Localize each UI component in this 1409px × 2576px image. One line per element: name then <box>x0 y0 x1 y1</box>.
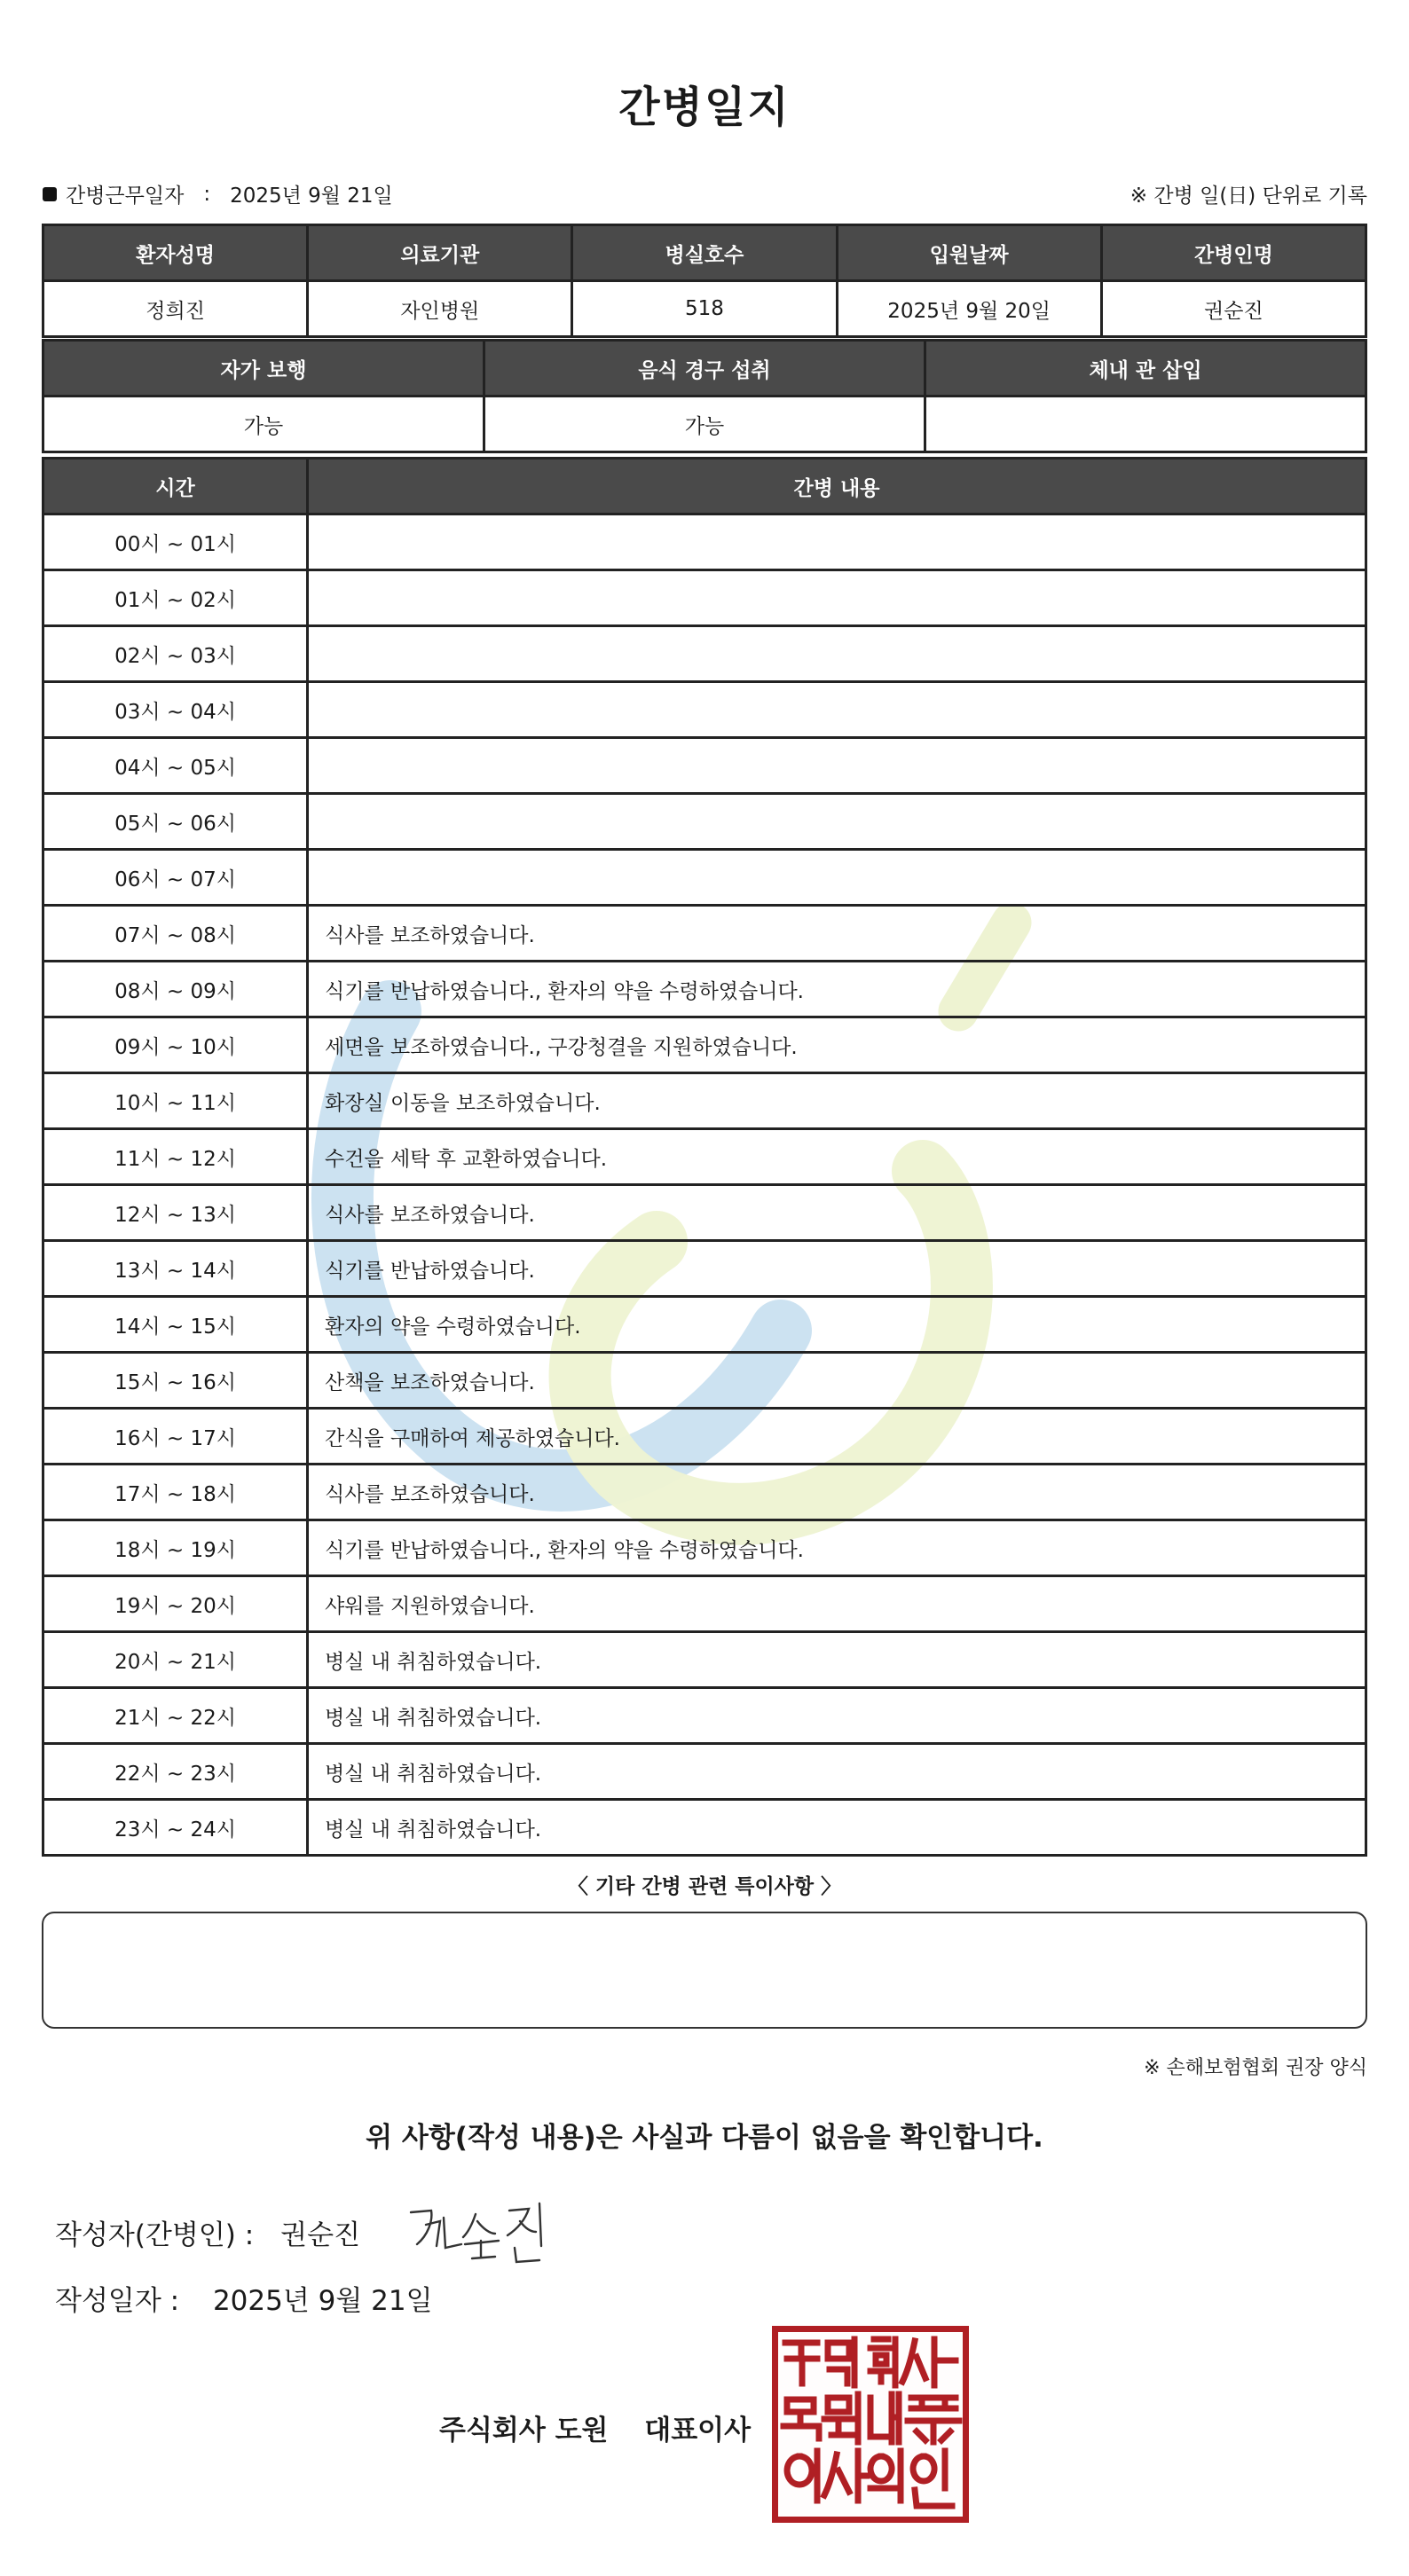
work-date-colon: : <box>203 182 211 206</box>
schedule-care-content: 샤워를 지원하였습니다. <box>308 1576 1366 1632</box>
hourly-care-table <box>42 457 1367 1857</box>
record-unit-note: ※ 간병 일(日) 단위로 기록 <box>1130 185 1367 208</box>
schedule-body <box>43 514 1366 1856</box>
schedule-row <box>43 682 1366 738</box>
schedule-time: 16시 ~ 17시 <box>43 1409 308 1465</box>
patient-name: 정희진 <box>43 281 308 337</box>
schedule-time: 19시 ~ 20시 <box>43 1576 308 1632</box>
header-time: 시간 <box>43 459 308 514</box>
schedule-care-content: 식기를 반납하였습니다., 환자의 약을 수령하였습니다. <box>308 962 1366 1017</box>
remarks-title: 〈 기타 간병 관련 특이사항 〉 <box>567 1875 842 1898</box>
schedule-row <box>43 1353 1366 1409</box>
schedule-time: 01시 ~ 02시 <box>43 570 308 626</box>
header-care-content: 간병 내용 <box>308 459 1366 514</box>
schedule-time: 11시 ~ 12시 <box>43 1129 308 1185</box>
schedule-row <box>43 570 1366 626</box>
company-name: 주식회사 도원 <box>439 2415 609 2446</box>
caregiver-name: 권순진 <box>1101 281 1366 337</box>
seal-characters <box>778 2332 963 2517</box>
schedule-header-row <box>43 459 1366 514</box>
form-source-note: ※ 손해보험협회 권장 양식 <box>1144 2057 1367 2079</box>
schedule-care-content: 병실 내 취침하였습니다. <box>308 1688 1366 1744</box>
schedule-time: 18시 ~ 19시 <box>43 1520 308 1576</box>
schedule-time: 00시 ~ 01시 <box>43 514 308 570</box>
schedule-care-content: 식사를 보조하였습니다. <box>308 906 1366 962</box>
schedule-row <box>43 1129 1366 1185</box>
schedule-row <box>43 1632 1366 1688</box>
schedule-time: 08시 ~ 09시 <box>43 962 308 1017</box>
header-caregiver-name: 간병인명 <box>1101 225 1366 281</box>
schedule-care-content: 산책을 보조하였습니다. <box>308 1353 1366 1409</box>
schedule-time: 13시 ~ 14시 <box>43 1241 308 1297</box>
schedule-care-content: 식사를 보조하였습니다. <box>308 1185 1366 1241</box>
patient-info-value-row <box>43 281 1366 337</box>
schedule-row <box>43 794 1366 850</box>
schedule-care-content <box>308 682 1366 738</box>
schedule-row <box>43 1073 1366 1129</box>
schedule-time: 10시 ~ 11시 <box>43 1073 308 1129</box>
schedule-time: 02시 ~ 03시 <box>43 626 308 682</box>
schedule-row <box>43 962 1366 1017</box>
self-walking-value: 가능 <box>43 397 484 452</box>
schedule-care-content: 병실 내 취침하였습니다. <box>308 1744 1366 1800</box>
schedule-row <box>43 1688 1366 1744</box>
schedule-row <box>43 1800 1366 1856</box>
schedule-time: 05시 ~ 06시 <box>43 794 308 850</box>
company-seal-stamp <box>772 2326 969 2523</box>
schedule-care-content <box>308 514 1366 570</box>
header-hospital: 의료기관 <box>308 225 572 281</box>
hospital-name: 자인병원 <box>308 281 572 337</box>
header-tube-insertion: 체내 관 삽입 <box>925 341 1366 397</box>
written-date-value: 2025년 9월 21일 <box>212 2285 433 2317</box>
writer-name: 권순진 <box>280 2219 361 2251</box>
schedule-row <box>43 1017 1366 1073</box>
schedule-time: 21시 ~ 22시 <box>43 1688 308 1744</box>
writer-line <box>55 2212 360 2252</box>
patient-status-table <box>42 339 1367 453</box>
header-oral-intake: 음식 경구 섭취 <box>484 341 925 397</box>
status-header-row <box>43 341 1366 397</box>
tube-insertion-value <box>925 397 1366 452</box>
schedule-care-content <box>308 570 1366 626</box>
confirmation-statement: 위 사항(작성 내용)은 사실과 다름이 없음을 확인합니다. <box>366 2122 1043 2154</box>
schedule-care-content: 세면을 보조하였습니다., 구강청결을 지원하였습니다. <box>308 1017 1366 1073</box>
schedule-care-content <box>308 794 1366 850</box>
status-value-row <box>43 397 1366 452</box>
schedule-row <box>43 738 1366 794</box>
schedule-time: 07시 ~ 08시 <box>43 906 308 962</box>
written-date-line <box>55 2278 433 2318</box>
schedule-care-content: 환자의 약을 수령하였습니다. <box>308 1297 1366 1353</box>
schedule-row <box>43 1297 1366 1353</box>
schedule-row <box>43 514 1366 570</box>
schedule-care-content: 병실 내 취침하였습니다. <box>308 1800 1366 1856</box>
schedule-time: 22시 ~ 23시 <box>43 1744 308 1800</box>
schedule-time: 04시 ~ 05시 <box>43 738 308 794</box>
schedule-time: 15시 ~ 16시 <box>43 1353 308 1409</box>
schedule-time: 06시 ~ 07시 <box>43 850 308 906</box>
schedule-time: 12시 ~ 13시 <box>43 1185 308 1241</box>
schedule-time: 03시 ~ 04시 <box>43 682 308 738</box>
work-date-label: 간병근무일자 <box>66 185 185 208</box>
schedule-care-content: 식기를 반납하였습니다., 환자의 약을 수령하였습니다. <box>308 1520 1366 1576</box>
header-patient-name: 환자성명 <box>43 225 308 281</box>
handwritten-signature <box>406 2195 557 2266</box>
schedule-time: 14시 ~ 15시 <box>43 1297 308 1353</box>
patient-info-table <box>42 224 1367 338</box>
schedule-time: 20시 ~ 21시 <box>43 1632 308 1688</box>
schedule-care-content <box>308 738 1366 794</box>
written-date-label: 작성일자 : <box>55 2285 180 2317</box>
schedule-row <box>43 1241 1366 1297</box>
header-self-walking: 자가 보행 <box>43 341 484 397</box>
work-date-line <box>43 179 393 208</box>
document-title: 간병일지 <box>618 82 791 132</box>
schedule-row <box>43 1744 1366 1800</box>
admission-date: 2025년 9월 20일 <box>837 281 1101 337</box>
schedule-time: 09시 ~ 10시 <box>43 1017 308 1073</box>
schedule-row <box>43 850 1366 906</box>
schedule-row <box>43 1576 1366 1632</box>
remarks-box <box>42 1912 1367 2029</box>
patient-info-header-row <box>43 225 1366 281</box>
company-signoff <box>439 2407 751 2447</box>
bullet-icon <box>43 187 57 201</box>
schedule-care-content <box>308 626 1366 682</box>
schedule-row <box>43 1520 1366 1576</box>
header-room-number: 병실호수 <box>572 225 837 281</box>
oral-intake-value: 가능 <box>484 397 925 452</box>
writer-label: 작성자(간병인) : <box>55 2219 255 2251</box>
schedule-row <box>43 1185 1366 1241</box>
schedule-time: 17시 ~ 18시 <box>43 1465 308 1520</box>
room-number: 518 <box>572 281 837 337</box>
schedule-care-content: 간식을 구매하여 제공하였습니다. <box>308 1409 1366 1465</box>
schedule-row <box>43 626 1366 682</box>
schedule-care-content <box>308 850 1366 906</box>
header-admission-date: 입원날짜 <box>837 225 1101 281</box>
schedule-row <box>43 906 1366 962</box>
schedule-row <box>43 1409 1366 1465</box>
schedule-care-content: 식기를 반납하였습니다. <box>308 1241 1366 1297</box>
schedule-care-content: 화장실 이동을 보조하였습니다. <box>308 1073 1366 1129</box>
work-date-value: 2025년 9월 21일 <box>230 185 393 208</box>
ceo-title: 대표이사 <box>644 2415 752 2446</box>
schedule-row <box>43 1465 1366 1520</box>
schedule-care-content: 병실 내 취침하였습니다. <box>308 1632 1366 1688</box>
schedule-care-content: 식사를 보조하였습니다. <box>308 1465 1366 1520</box>
schedule-care-content: 수건을 세탁 후 교환하였습니다. <box>308 1129 1366 1185</box>
schedule-time: 23시 ~ 24시 <box>43 1800 308 1856</box>
